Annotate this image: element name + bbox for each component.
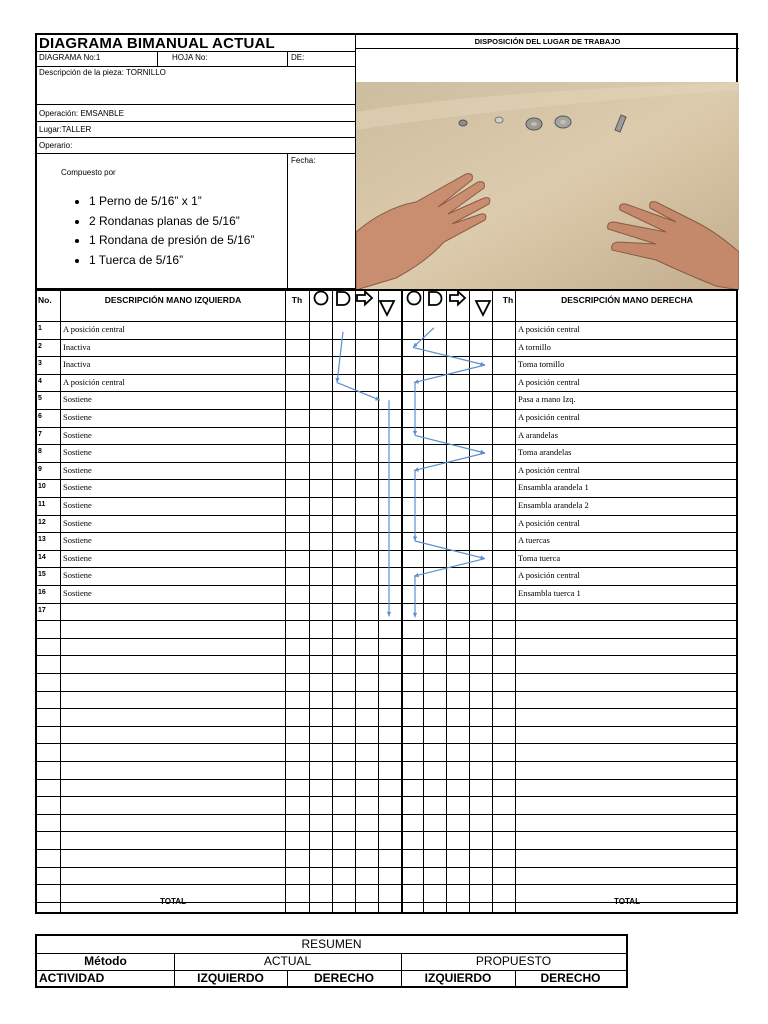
arrow-head-icon (413, 536, 417, 541)
total-left: TOTAL (160, 897, 186, 906)
actividad-label: ACTIVIDAD (39, 971, 105, 985)
header-block (35, 33, 738, 290)
flow-line (337, 383, 380, 401)
row-number: 1 (38, 325, 42, 332)
divider (515, 970, 516, 986)
row-number: 10 (38, 483, 46, 490)
left-hand-description: Sostiene (63, 535, 92, 545)
left-hand-description: Sostiene (63, 412, 92, 422)
composicion-title: Compuesto por (61, 168, 116, 177)
composicion-box (37, 154, 287, 288)
right-hand-description: A posición central (518, 465, 580, 475)
derecho-propuesto: DERECHO (540, 971, 601, 985)
right-hand-description: Pasa a mano Izq. (518, 394, 576, 404)
row-number: 9 (38, 466, 42, 473)
descripcion-pieza: Descripción de la pieza: TORNILLO (37, 67, 355, 105)
flow-line (414, 559, 485, 577)
diagrama-no: DIAGRAMA No:1 (39, 53, 101, 62)
list-item: • 1 Rondana de presión de 5/16” (89, 231, 254, 251)
left-hand-description: Sostiene (63, 570, 92, 580)
left-hand-description: Sostiene (63, 394, 92, 404)
row-number: 7 (38, 431, 42, 438)
summary-activity-row (37, 970, 626, 986)
row-number: 2 (38, 343, 42, 350)
row-number: 15 (38, 571, 46, 578)
summary-method-row (37, 953, 626, 971)
right-hand-description: Toma tuerca (518, 553, 561, 563)
left-hand-description: Sostiene (63, 500, 92, 510)
operacion-field: Operación: EMSANBLE (37, 105, 355, 122)
flow-line (414, 365, 485, 383)
left-hand-description: A posición central (63, 377, 125, 387)
right-hand-description: A posición central (518, 570, 580, 580)
flow-line (415, 435, 485, 453)
row-number: 5 (38, 395, 42, 402)
disposicion-title: DISPOSICIÓN DEL LUGAR DE TRABAJO (474, 37, 621, 46)
summary-title-row (37, 936, 626, 954)
row-number: 8 (38, 448, 42, 455)
row-number: 4 (38, 378, 42, 385)
list-item: • 2 Rondanas planas de 5/16” (89, 212, 254, 232)
arrow-head-icon (387, 612, 391, 617)
right-hand-description: A posición central (518, 412, 580, 422)
left-hand-description: A posición central (63, 324, 125, 334)
row-number: 17 (38, 607, 46, 614)
metodo-label: Método (84, 954, 127, 968)
actual-label: ACTUAL (263, 954, 312, 968)
col-der-header: DESCRIPCIÓN MANO DERECHA (561, 295, 693, 305)
left-hand-description: Sostiene (63, 447, 92, 457)
flow-line (414, 453, 485, 471)
row-number: 6 (38, 413, 42, 420)
composicion-list (65, 192, 254, 270)
bimanual-table (35, 289, 738, 914)
col-th-left-header: Th (291, 295, 303, 305)
derecho-actual: DERECHO (313, 971, 374, 985)
hoja-no: HOJA No: (172, 53, 208, 62)
left-hand-description: Sostiene (63, 482, 92, 492)
operario-field: Operario: (37, 138, 355, 154)
flow-line (415, 541, 485, 559)
right-hand-description: A posición central (518, 518, 580, 528)
left-hand-description: Sostiene (63, 465, 92, 475)
workplace-layout (355, 35, 739, 288)
izquierdo-actual: IZQUIERDO (197, 971, 264, 985)
right-hand-description: Ensambla arandela 2 (518, 500, 589, 510)
right-hand-description: A posición central (518, 377, 580, 387)
arrow-head-icon (413, 431, 417, 436)
flow-line (337, 332, 343, 383)
list-item: • 1 Perno de 5/16” x 1” (89, 192, 254, 212)
col-izq-header: DESCRIPCIÓN MANO IZQUIERDA (104, 295, 242, 305)
col-th-right-header: Th (502, 295, 514, 305)
left-hand-description: Sostiene (63, 430, 92, 440)
left-hand-description: Sostiene (63, 588, 92, 598)
summary-table (35, 934, 628, 988)
left-hand-description: Inactiva (63, 359, 91, 369)
row-number: 13 (38, 536, 46, 543)
arrow-head-icon (413, 613, 417, 618)
izquierdo-propuesto: IZQUIERDO (424, 971, 492, 985)
right-hand-description: Ensambla arandela 1 (518, 482, 589, 492)
fecha-field: Fecha: (287, 154, 355, 288)
divider (287, 970, 288, 986)
right-hand-description: A tornillo (518, 342, 551, 352)
row-number: 3 (38, 360, 42, 367)
right-hand-description: A posición central (518, 324, 580, 334)
total-right: TOTAL (614, 897, 640, 906)
divider (174, 953, 175, 986)
right-hand-description: A arandelas (518, 430, 558, 440)
right-hand-description: Toma tornillo (518, 359, 565, 369)
right-hand-description: A tuercas (518, 535, 550, 545)
hands-parts-illustration (356, 82, 739, 290)
summary-title: RESUMEN (301, 937, 362, 951)
row-number: 11 (38, 501, 46, 508)
right-hand-description: Toma arandelas (518, 447, 572, 457)
row-number: 12 (38, 519, 46, 526)
flow-lines (37, 291, 740, 916)
left-hand-description: Sostiene (63, 518, 92, 528)
row-number: 16 (38, 589, 46, 596)
header-info (37, 35, 355, 288)
lugar-field: Lugar:TALLER (37, 122, 355, 138)
divider (401, 953, 402, 986)
left-hand-description: Inactiva (63, 342, 91, 352)
de-field: DE: (291, 53, 305, 62)
left-hand-description: Sostiene (63, 553, 92, 563)
list-item: • 1 Tuerca de 5/16” (89, 251, 254, 271)
divider (356, 48, 739, 49)
flow-line (413, 347, 485, 365)
workplace-photo (356, 82, 739, 290)
page-title: DIAGRAMA BIMANUAL ACTUAL (37, 35, 355, 52)
right-hand-description: Ensambla tuerca 1 (518, 588, 581, 598)
col-no-header: No. (38, 295, 52, 305)
propuesto-label: PROPUESTO (475, 954, 552, 968)
row-number: 14 (38, 554, 46, 561)
